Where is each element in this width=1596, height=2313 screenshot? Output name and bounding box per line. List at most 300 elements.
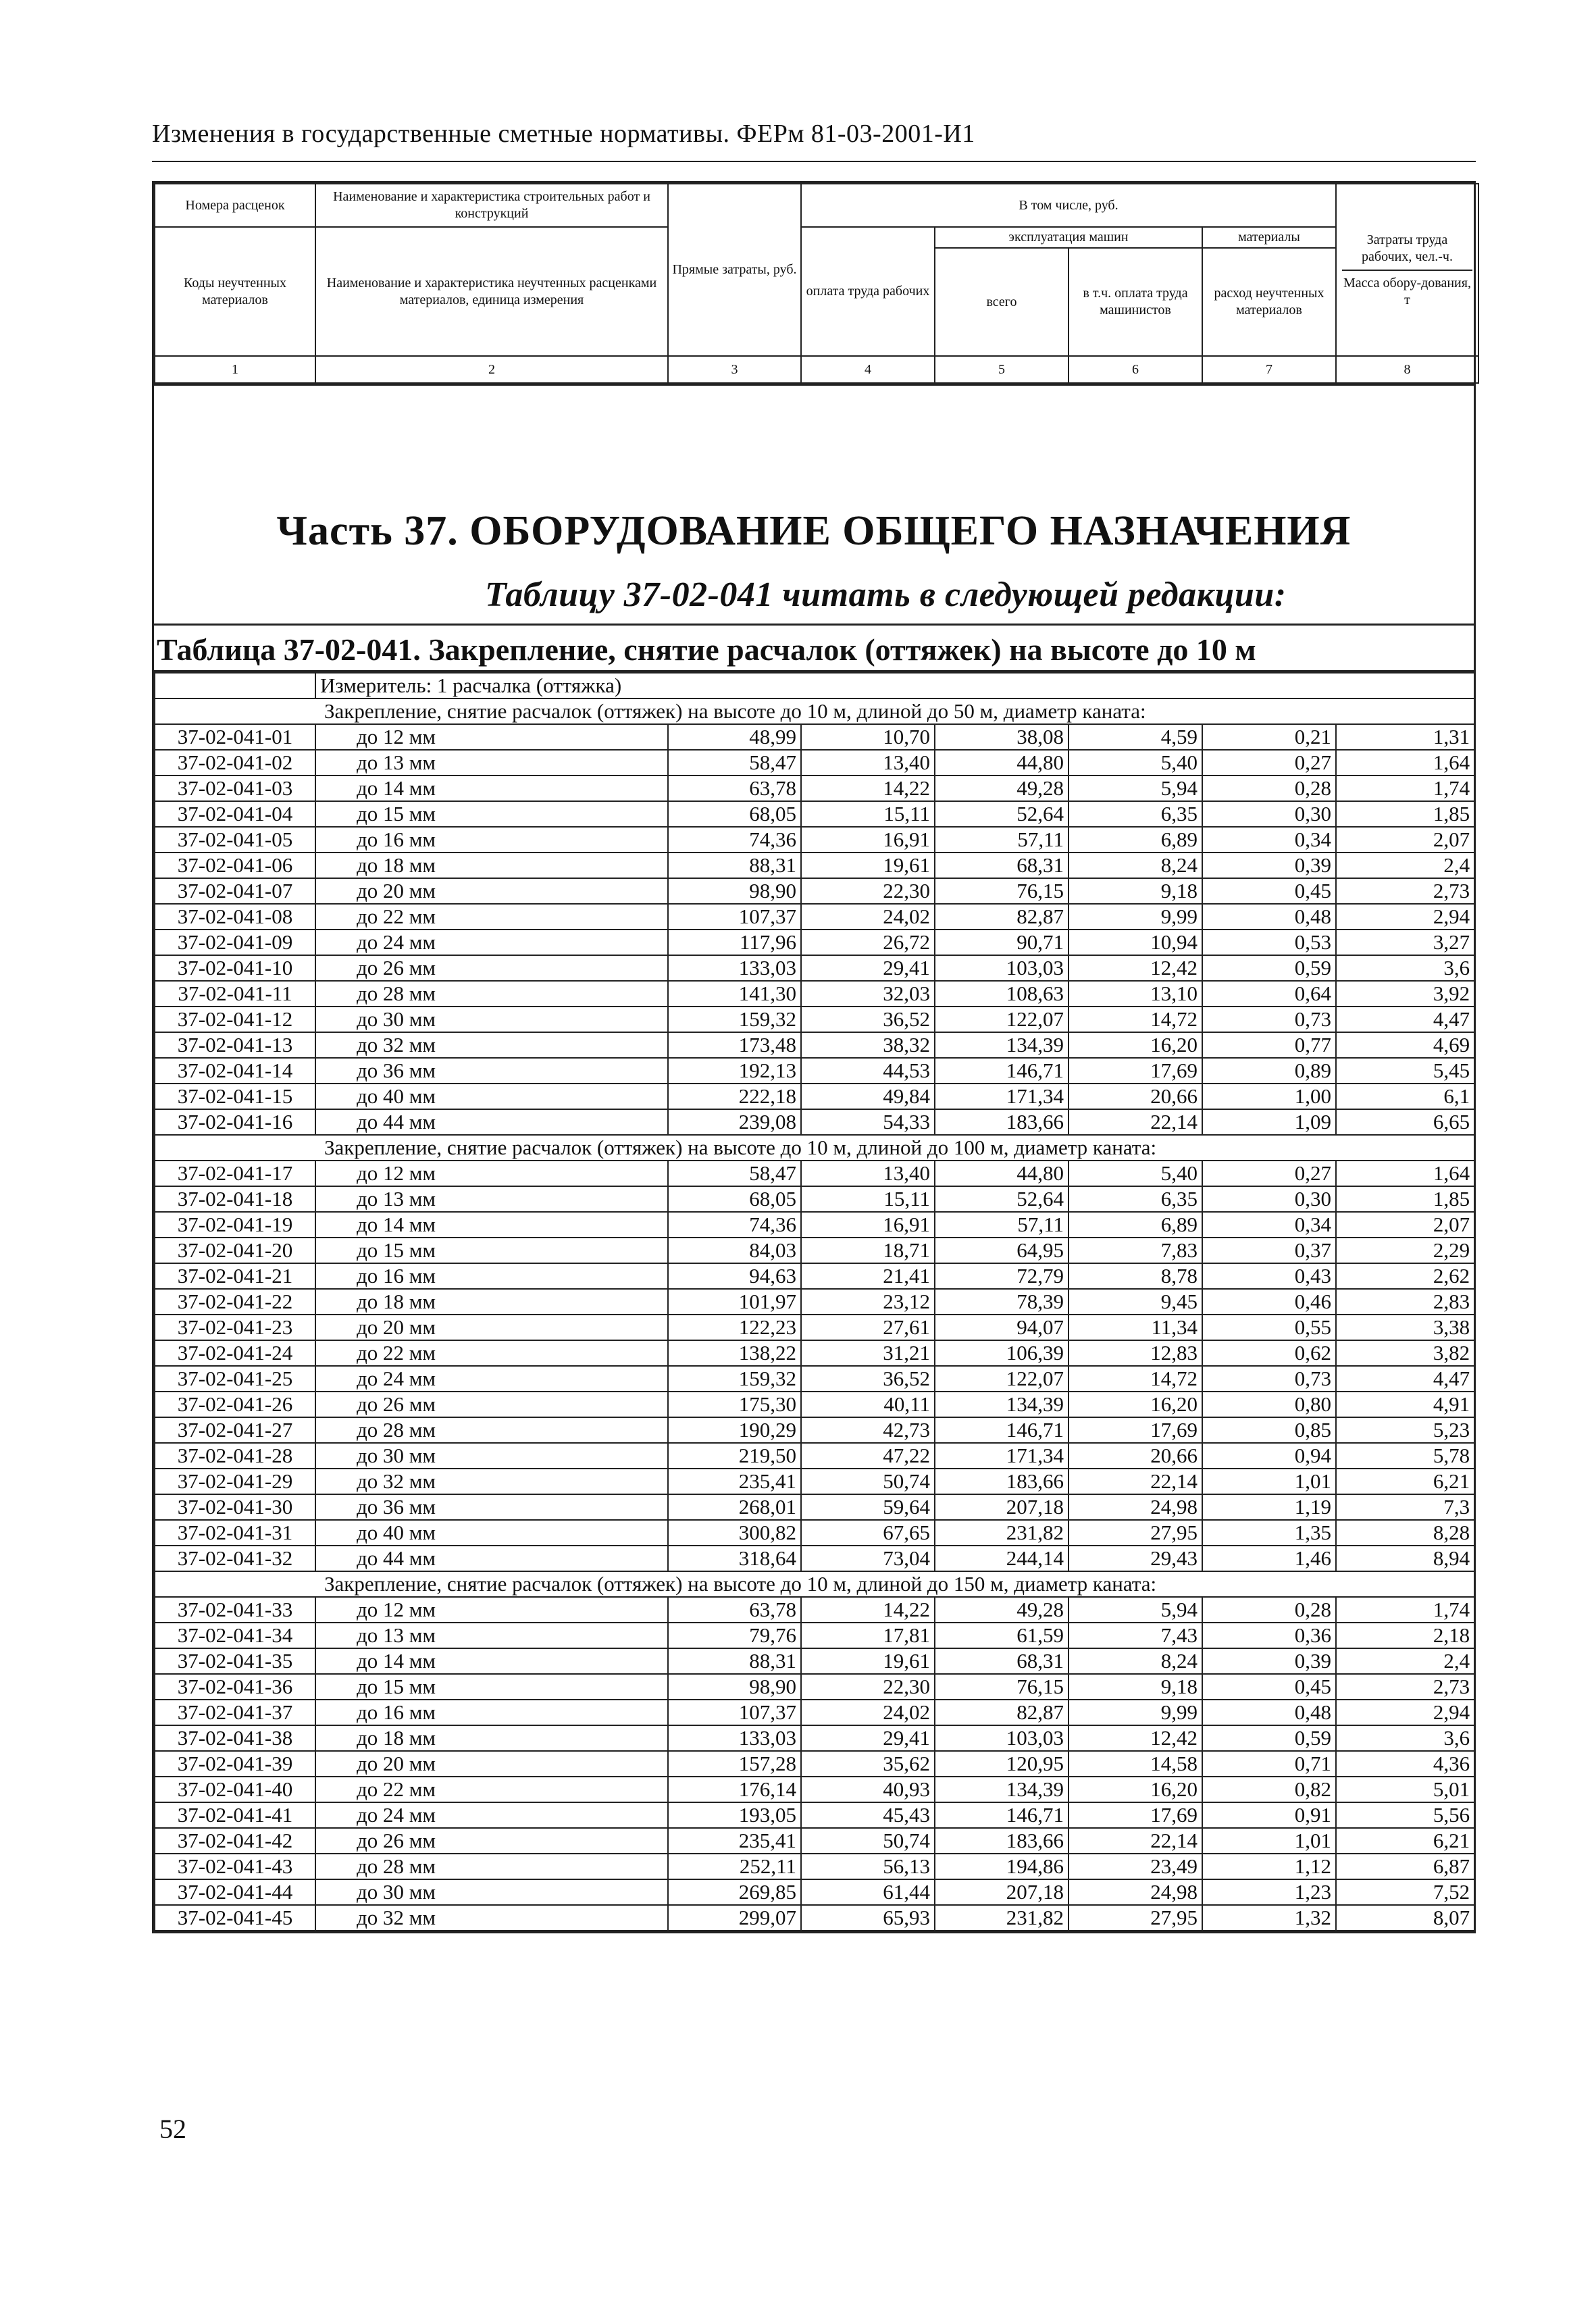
- part-subtitle: Таблицу 37-02-041 читать в следующей редакции:: [485, 576, 1287, 614]
- operator-cost: 27,95: [1069, 1520, 1202, 1546]
- column-header-table: [154, 183, 1479, 384]
- operator-cost: 17,69: [1069, 1802, 1202, 1828]
- machine-cost: 183,66: [935, 1828, 1069, 1854]
- labor-cost: 16,91: [801, 827, 935, 853]
- labor-hours: 0,71: [1202, 1751, 1336, 1777]
- measure-label: Измеритель: 1 расчалка (оттяжка): [315, 673, 1474, 698]
- machine-cost: 82,87: [935, 1700, 1069, 1725]
- operator-cost: 5,94: [1069, 1597, 1202, 1623]
- column-number: 1: [155, 356, 315, 383]
- column-number: 7: [1202, 356, 1336, 383]
- rate-code: 37-02-041-45: [155, 1905, 315, 1931]
- rate-code: 37-02-041-13: [155, 1032, 315, 1058]
- labor-cost: 14,22: [801, 776, 935, 801]
- operator-cost: 6,89: [1069, 827, 1202, 853]
- item-description: до 40 мм: [315, 1084, 668, 1109]
- section-heading: Закрепление, снятие расчалок (оттяжек) на высоте до 10 м, длиной до 150 м, диаметр каната:: [155, 1571, 1474, 1597]
- machine-cost: 78,39: [935, 1289, 1069, 1315]
- direct-cost: 252,11: [668, 1854, 801, 1879]
- machine-cost: 76,15: [935, 1674, 1069, 1700]
- machine-cost: 61,59: [935, 1623, 1069, 1648]
- direct-cost: 79,76: [668, 1623, 801, 1648]
- labor-hours: 1,00: [1202, 1084, 1336, 1109]
- header-col8-bottom: Масса обору-дования, т: [1343, 275, 1471, 307]
- direct-cost: 268,01: [668, 1494, 801, 1520]
- direct-cost: 235,41: [668, 1469, 801, 1494]
- labor-hours: 0,43: [1202, 1263, 1336, 1289]
- table-row: [155, 878, 1474, 904]
- item-description: до 24 мм: [315, 930, 668, 955]
- equipment-mass: 6,21: [1336, 1828, 1474, 1854]
- direct-cost: 235,41: [668, 1828, 801, 1854]
- rate-code: 37-02-041-09: [155, 930, 315, 955]
- labor-hours: 0,77: [1202, 1032, 1336, 1058]
- equipment-mass: 3,92: [1336, 981, 1474, 1007]
- table-row: [155, 1032, 1474, 1058]
- labor-hours: 0,48: [1202, 904, 1336, 930]
- table-row: [155, 1186, 1474, 1212]
- direct-cost: 300,82: [668, 1520, 801, 1546]
- operator-cost: 29,43: [1069, 1546, 1202, 1571]
- direct-cost: 101,97: [668, 1289, 801, 1315]
- item-description: до 18 мм: [315, 1289, 668, 1315]
- operator-cost: 9,45: [1069, 1289, 1202, 1315]
- table-row: [155, 1161, 1474, 1186]
- operator-cost: 22,14: [1069, 1109, 1202, 1135]
- section-heading-row: [155, 1571, 1474, 1597]
- labor-cost: 13,40: [801, 750, 935, 776]
- equipment-mass: 7,3: [1336, 1494, 1474, 1520]
- direct-cost: 107,37: [668, 1700, 801, 1725]
- equipment-mass: 1,85: [1336, 801, 1474, 827]
- equipment-mass: 1,31: [1336, 724, 1474, 750]
- item-description: до 26 мм: [315, 955, 668, 981]
- machine-cost: 72,79: [935, 1263, 1069, 1289]
- labor-cost: 27,61: [801, 1315, 935, 1340]
- machine-cost: 64,95: [935, 1238, 1069, 1263]
- rate-code: 37-02-041-29: [155, 1469, 315, 1494]
- labor-cost: 24,02: [801, 904, 935, 930]
- item-description: до 24 мм: [315, 1802, 668, 1828]
- direct-cost: 176,14: [668, 1777, 801, 1802]
- page-number: 52: [159, 2114, 186, 2144]
- labor-hours: 1,09: [1202, 1109, 1336, 1135]
- labor-hours: 0,28: [1202, 776, 1336, 801]
- operator-cost: 20,66: [1069, 1443, 1202, 1469]
- column-number: 6: [1069, 356, 1202, 383]
- labor-hours: 0,34: [1202, 1212, 1336, 1238]
- labor-hours: 0,46: [1202, 1289, 1336, 1315]
- labor-cost: 35,62: [801, 1751, 935, 1777]
- labor-cost: 50,74: [801, 1828, 935, 1854]
- header-col8-top: Затраты труда рабочих, чел.-ч.: [1342, 232, 1472, 271]
- labor-hours: 1,32: [1202, 1905, 1336, 1931]
- operator-cost: 27,95: [1069, 1905, 1202, 1931]
- labor-hours: 0,55: [1202, 1315, 1336, 1340]
- table-row: [155, 1084, 1474, 1109]
- item-description: до 22 мм: [315, 1340, 668, 1366]
- item-description: до 12 мм: [315, 724, 668, 750]
- document-table-frame: [152, 181, 1476, 1933]
- operator-cost: 24,98: [1069, 1494, 1202, 1520]
- equipment-mass: 3,82: [1336, 1340, 1474, 1366]
- labor-cost: 40,11: [801, 1392, 935, 1417]
- machine-cost: 90,71: [935, 930, 1069, 955]
- machine-cost: 134,39: [935, 1032, 1069, 1058]
- labor-hours: 0,27: [1202, 750, 1336, 776]
- table-row: [155, 1469, 1474, 1494]
- equipment-mass: 5,23: [1336, 1417, 1474, 1443]
- column-number: 2: [315, 356, 668, 383]
- rate-code: 37-02-041-20: [155, 1238, 315, 1263]
- item-description: до 12 мм: [315, 1597, 668, 1623]
- item-description: до 32 мм: [315, 1032, 668, 1058]
- direct-cost: 94,63: [668, 1263, 801, 1289]
- labor-hours: 0,39: [1202, 1648, 1336, 1674]
- labor-cost: 47,22: [801, 1443, 935, 1469]
- item-description: до 16 мм: [315, 827, 668, 853]
- labor-hours: 1,23: [1202, 1879, 1336, 1905]
- direct-cost: 88,31: [668, 1648, 801, 1674]
- machine-cost: 231,82: [935, 1905, 1069, 1931]
- table-row: [155, 955, 1474, 981]
- operator-cost: 24,98: [1069, 1879, 1202, 1905]
- machine-cost: 49,28: [935, 776, 1069, 801]
- table-row: [155, 724, 1474, 750]
- direct-cost: 74,36: [668, 827, 801, 853]
- operator-cost: 9,99: [1069, 904, 1202, 930]
- direct-cost: 117,96: [668, 930, 801, 955]
- operator-cost: 7,43: [1069, 1623, 1202, 1648]
- table-row: [155, 1802, 1474, 1828]
- table-row: [155, 1263, 1474, 1289]
- table-row: [155, 930, 1474, 955]
- labor-cost: 22,30: [801, 1674, 935, 1700]
- item-description: до 20 мм: [315, 878, 668, 904]
- section-heading: Закрепление, снятие расчалок (оттяжек) на высоте до 10 м, длиной до 100 м, диаметр каната:: [155, 1135, 1474, 1161]
- rate-code: 37-02-041-02: [155, 750, 315, 776]
- operator-cost: 6,35: [1069, 801, 1202, 827]
- direct-cost: 133,03: [668, 955, 801, 981]
- equipment-mass: 4,47: [1336, 1007, 1474, 1032]
- rate-code: 37-02-041-37: [155, 1700, 315, 1725]
- machine-cost: 52,64: [935, 801, 1069, 827]
- table-row: [155, 1109, 1474, 1135]
- machine-cost: 49,28: [935, 1597, 1069, 1623]
- rate-code: 37-02-041-21: [155, 1263, 315, 1289]
- table-row: [155, 1546, 1474, 1571]
- labor-hours: 0,59: [1202, 955, 1336, 981]
- operator-cost: 11,34: [1069, 1315, 1202, 1340]
- equipment-mass: 5,78: [1336, 1443, 1474, 1469]
- labor-hours: 0,28: [1202, 1597, 1336, 1623]
- labor-cost: 38,32: [801, 1032, 935, 1058]
- measure-spacer: [155, 673, 315, 698]
- rate-code: 37-02-041-31: [155, 1520, 315, 1546]
- equipment-mass: 1,64: [1336, 1161, 1474, 1186]
- rate-code: 37-02-041-36: [155, 1674, 315, 1700]
- labor-hours: 0,21: [1202, 724, 1336, 750]
- labor-hours: 0,30: [1202, 1186, 1336, 1212]
- rate-code: 37-02-041-41: [155, 1802, 315, 1828]
- item-description: до 16 мм: [315, 1700, 668, 1725]
- item-description: до 26 мм: [315, 1392, 668, 1417]
- rate-code: 37-02-041-42: [155, 1828, 315, 1854]
- item-description: до 20 мм: [315, 1751, 668, 1777]
- direct-cost: 68,05: [668, 801, 801, 827]
- labor-cost: 23,12: [801, 1289, 935, 1315]
- labor-cost: 14,22: [801, 1597, 935, 1623]
- item-description: до 44 мм: [315, 1109, 668, 1135]
- equipment-mass: 4,47: [1336, 1366, 1474, 1392]
- labor-cost: 67,65: [801, 1520, 935, 1546]
- rate-code: 37-02-041-16: [155, 1109, 315, 1135]
- labor-hours: 0,62: [1202, 1340, 1336, 1366]
- operator-cost: 22,14: [1069, 1828, 1202, 1854]
- header-materials: материалы: [1202, 227, 1336, 248]
- rate-code: 37-02-041-12: [155, 1007, 315, 1032]
- machine-cost: 120,95: [935, 1751, 1069, 1777]
- rate-code: 37-02-041-14: [155, 1058, 315, 1084]
- equipment-mass: 5,45: [1336, 1058, 1474, 1084]
- operator-cost: 5,94: [1069, 776, 1202, 801]
- direct-cost: 192,13: [668, 1058, 801, 1084]
- rate-code: 37-02-041-43: [155, 1854, 315, 1879]
- equipment-mass: 7,52: [1336, 1879, 1474, 1905]
- direct-cost: 107,37: [668, 904, 801, 930]
- item-description: до 18 мм: [315, 1725, 668, 1751]
- equipment-mass: 4,36: [1336, 1751, 1474, 1777]
- equipment-mass: 2,62: [1336, 1263, 1474, 1289]
- machine-cost: 207,18: [935, 1494, 1069, 1520]
- table-row: [155, 801, 1474, 827]
- equipment-mass: 2,73: [1336, 878, 1474, 904]
- equipment-mass: 2,94: [1336, 904, 1474, 930]
- rate-code: 37-02-041-22: [155, 1289, 315, 1315]
- rate-code: 37-02-041-40: [155, 1777, 315, 1802]
- item-description: до 14 мм: [315, 1212, 668, 1238]
- equipment-mass: 2,94: [1336, 1700, 1474, 1725]
- item-description: до 15 мм: [315, 1238, 668, 1263]
- labor-cost: 13,40: [801, 1161, 935, 1186]
- equipment-mass: 2,29: [1336, 1238, 1474, 1263]
- labor-hours: 1,46: [1202, 1546, 1336, 1571]
- operator-cost: 13,10: [1069, 981, 1202, 1007]
- item-description: до 30 мм: [315, 1443, 668, 1469]
- rate-code: 37-02-041-26: [155, 1392, 315, 1417]
- machine-cost: 122,07: [935, 1366, 1069, 1392]
- direct-cost: 88,31: [668, 853, 801, 878]
- labor-cost: 61,44: [801, 1879, 935, 1905]
- equipment-mass: 6,87: [1336, 1854, 1474, 1879]
- rate-code: 37-02-041-04: [155, 801, 315, 827]
- header-col8: [1336, 184, 1478, 356]
- table-row: [155, 853, 1474, 878]
- rate-code: 37-02-041-34: [155, 1623, 315, 1648]
- labor-hours: 0,64: [1202, 981, 1336, 1007]
- labor-cost: 36,52: [801, 1366, 935, 1392]
- rate-code: 37-02-041-11: [155, 981, 315, 1007]
- labor-cost: 32,03: [801, 981, 935, 1007]
- labor-cost: 16,91: [801, 1212, 935, 1238]
- equipment-mass: 5,56: [1336, 1802, 1474, 1828]
- labor-hours: 0,53: [1202, 930, 1336, 955]
- part-title: Часть 37. ОБОРУДОВАНИЕ ОБЩЕГО НАЗНАЧЕНИЯ: [276, 508, 1352, 554]
- table-row: [155, 1905, 1474, 1931]
- item-description: до 28 мм: [315, 1417, 668, 1443]
- equipment-mass: 1,64: [1336, 750, 1474, 776]
- running-header: Изменения в государственные сметные нормативы. ФЕРм 81-03-2001-И1: [152, 120, 975, 148]
- machine-cost: 103,03: [935, 1725, 1069, 1751]
- direct-cost: 175,30: [668, 1392, 801, 1417]
- table-row: [155, 1674, 1474, 1700]
- labor-cost: 59,64: [801, 1494, 935, 1520]
- machine-cost: 231,82: [935, 1520, 1069, 1546]
- operator-cost: 9,18: [1069, 1674, 1202, 1700]
- item-description: до 30 мм: [315, 1007, 668, 1032]
- equipment-mass: 8,94: [1336, 1546, 1474, 1571]
- table-row: [155, 1520, 1474, 1546]
- direct-cost: 239,08: [668, 1109, 801, 1135]
- rate-code: 37-02-041-24: [155, 1340, 315, 1366]
- header-group: В том числе, руб.: [801, 184, 1336, 227]
- direct-cost: 141,30: [668, 981, 801, 1007]
- direct-cost: 190,29: [668, 1417, 801, 1443]
- item-description: до 20 мм: [315, 1315, 668, 1340]
- direct-cost: 318,64: [668, 1546, 801, 1571]
- labor-cost: 31,21: [801, 1340, 935, 1366]
- machine-cost: 122,07: [935, 1007, 1069, 1032]
- operator-cost: 17,69: [1069, 1058, 1202, 1084]
- rate-code: 37-02-041-07: [155, 878, 315, 904]
- labor-hours: 0,45: [1202, 1674, 1336, 1700]
- machine-cost: 76,15: [935, 878, 1069, 904]
- header-col3: Прямые затраты, руб.: [668, 184, 801, 356]
- measure-row: [155, 673, 1474, 698]
- machine-cost: 52,64: [935, 1186, 1069, 1212]
- table-row: [155, 1828, 1474, 1854]
- machine-cost: 68,31: [935, 853, 1069, 878]
- labor-cost: 19,61: [801, 1648, 935, 1674]
- section-heading-row: [155, 1135, 1474, 1161]
- labor-hours: 1,12: [1202, 1854, 1336, 1879]
- labor-cost: 45,43: [801, 1802, 935, 1828]
- labor-hours: 0,59: [1202, 1725, 1336, 1751]
- item-description: до 12 мм: [315, 1161, 668, 1186]
- equipment-mass: 2,18: [1336, 1623, 1474, 1648]
- equipment-mass: 3,38: [1336, 1315, 1474, 1340]
- direct-cost: 219,50: [668, 1443, 801, 1469]
- item-description: до 36 мм: [315, 1058, 668, 1084]
- equipment-mass: 3,27: [1336, 930, 1474, 955]
- labor-cost: 65,93: [801, 1905, 935, 1931]
- labor-hours: 1,01: [1202, 1469, 1336, 1494]
- labor-hours: 0,73: [1202, 1366, 1336, 1392]
- labor-hours: 0,91: [1202, 1802, 1336, 1828]
- direct-cost: 63,78: [668, 776, 801, 801]
- table-row: [155, 1392, 1474, 1417]
- rate-code: 37-02-041-17: [155, 1161, 315, 1186]
- machine-cost: 194,86: [935, 1854, 1069, 1879]
- labor-cost: 29,41: [801, 1725, 935, 1751]
- rates-table: [154, 672, 1475, 1931]
- header-col2-bottom: Наименование и характеристика неучтенных расценками материалов, единица измерения: [315, 227, 668, 356]
- rate-code: 37-02-041-19: [155, 1212, 315, 1238]
- item-description: до 22 мм: [315, 904, 668, 930]
- direct-cost: 98,90: [668, 1674, 801, 1700]
- operator-cost: 4,59: [1069, 724, 1202, 750]
- direct-cost: 84,03: [668, 1238, 801, 1263]
- labor-cost: 73,04: [801, 1546, 935, 1571]
- labor-cost: 54,33: [801, 1109, 935, 1135]
- machine-cost: 171,34: [935, 1443, 1069, 1469]
- direct-cost: 98,90: [668, 878, 801, 904]
- table-title: Таблица 37-02-041. Закрепление, снятие расчалок (оттяжек) на высоте до 10 м: [154, 624, 1474, 672]
- operator-cost: 6,89: [1069, 1212, 1202, 1238]
- labor-cost: 24,02: [801, 1700, 935, 1725]
- machine-cost: 57,11: [935, 1212, 1069, 1238]
- labor-hours: 0,37: [1202, 1238, 1336, 1263]
- table-row: [155, 1494, 1474, 1520]
- header-col2-top: Наименование и характеристика строительных работ и конструкций: [315, 184, 668, 227]
- direct-cost: 74,36: [668, 1212, 801, 1238]
- operator-cost: 12,83: [1069, 1340, 1202, 1366]
- machine-cost: 44,80: [935, 750, 1069, 776]
- operator-cost: 14,72: [1069, 1366, 1202, 1392]
- item-description: до 24 мм: [315, 1366, 668, 1392]
- table-row: [155, 981, 1474, 1007]
- machine-cost: 183,66: [935, 1469, 1069, 1494]
- labor-cost: 50,74: [801, 1469, 935, 1494]
- operator-cost: 17,69: [1069, 1417, 1202, 1443]
- table-row: [155, 1289, 1474, 1315]
- machine-cost: 44,80: [935, 1161, 1069, 1186]
- equipment-mass: 8,07: [1336, 1905, 1474, 1931]
- labor-hours: 1,35: [1202, 1520, 1336, 1546]
- equipment-mass: 5,01: [1336, 1777, 1474, 1802]
- equipment-mass: 4,69: [1336, 1032, 1474, 1058]
- labor-hours: 0,82: [1202, 1777, 1336, 1802]
- labor-cost: 44,53: [801, 1058, 935, 1084]
- labor-hours: 1,01: [1202, 1828, 1336, 1854]
- direct-cost: 122,23: [668, 1315, 801, 1340]
- item-description: до 28 мм: [315, 1854, 668, 1879]
- rate-code: 37-02-041-28: [155, 1443, 315, 1469]
- machine-cost: 171,34: [935, 1084, 1069, 1109]
- equipment-mass: 3,6: [1336, 955, 1474, 981]
- item-description: до 13 мм: [315, 750, 668, 776]
- table-row: [155, 1238, 1474, 1263]
- machine-cost: 183,66: [935, 1109, 1069, 1135]
- operator-cost: 16,20: [1069, 1392, 1202, 1417]
- item-description: до 32 мм: [315, 1905, 668, 1931]
- equipment-mass: 3,6: [1336, 1725, 1474, 1751]
- operator-cost: 8,24: [1069, 1648, 1202, 1674]
- table-row: [155, 1700, 1474, 1725]
- table-row: [155, 1315, 1474, 1340]
- rate-code: 37-02-041-03: [155, 776, 315, 801]
- item-description: до 13 мм: [315, 1623, 668, 1648]
- rate-code: 37-02-041-44: [155, 1879, 315, 1905]
- table-row: [155, 1007, 1474, 1032]
- labor-cost: 56,13: [801, 1854, 935, 1879]
- column-number: 5: [935, 356, 1069, 383]
- rate-code: 37-02-041-15: [155, 1084, 315, 1109]
- machine-cost: 108,63: [935, 981, 1069, 1007]
- equipment-mass: 6,1: [1336, 1084, 1474, 1109]
- operator-cost: 20,66: [1069, 1084, 1202, 1109]
- item-description: до 14 мм: [315, 1648, 668, 1674]
